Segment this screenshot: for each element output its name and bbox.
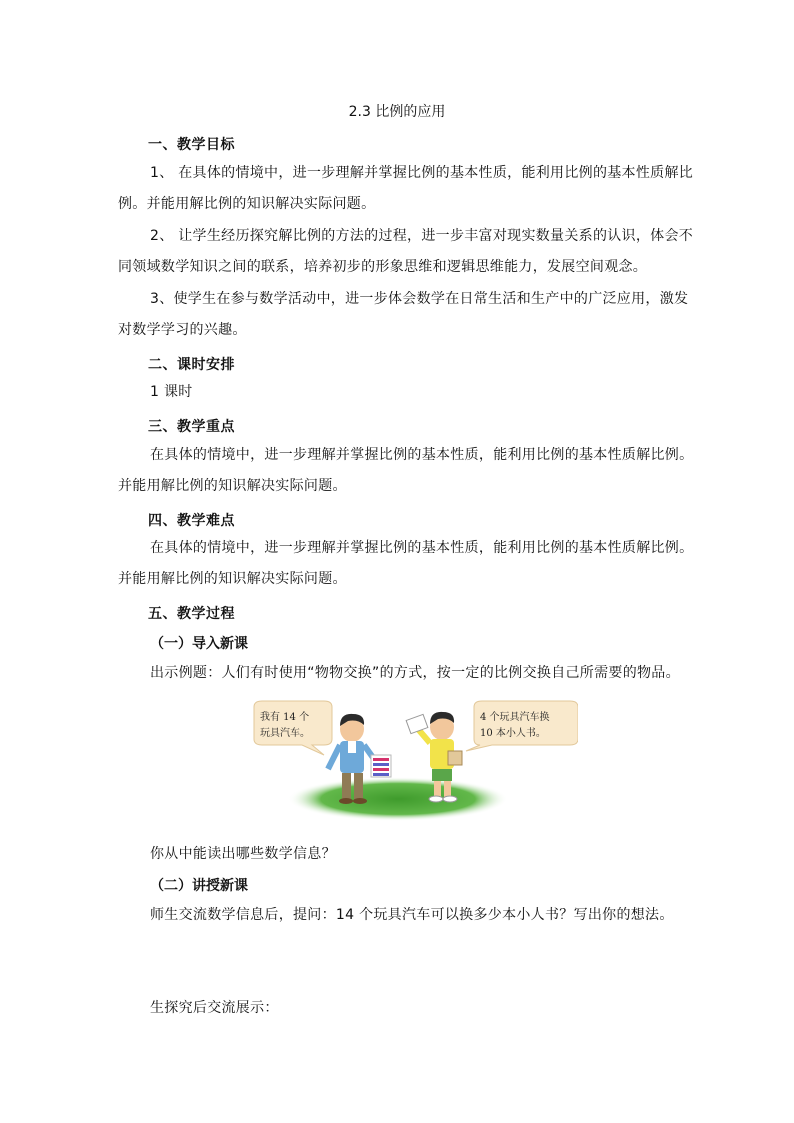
goal-3-line-2: 对数学学习的兴趣。 — [118, 322, 247, 338]
goal-2-line-1: 2、 让学生经历探究解比例的方法的过程，进一步丰富对现实数量关系的认识，体会不 — [150, 228, 694, 244]
page-title: 2.3 比例的应用 — [348, 104, 446, 120]
key-points-line-1: 在具体的情境中，进一步理解并掌握比例的基本性质，能利用比例的基本性质解比例。 — [150, 447, 694, 463]
grass-ground — [288, 777, 508, 821]
heading-class-hours: 二、课时安排 — [148, 357, 235, 373]
bubble-left-line-1: 我有 14 个 — [260, 712, 310, 723]
speech-bubble-left — [254, 701, 332, 755]
goal-1-line-2: 例。并能用解比例的知识解决实际问题。 — [118, 196, 376, 212]
student-presentation-text: 生探究后交流展示： — [150, 1000, 279, 1016]
goal-1-line-1: 1、 在具体的情境中，进一步理解并掌握比例的基本性质，能利用比例的基本性质解比 — [150, 165, 694, 181]
heading-teaching-goals: 一、教学目标 — [148, 137, 235, 153]
question-text: 你从中能读出哪些数学信息？ — [150, 846, 336, 862]
difficulties-line-2: 并能用解比例的知识解决实际问题。 — [118, 571, 347, 587]
heading-difficulties: 四、教学难点 — [148, 513, 235, 529]
difficulties-line-1: 在具体的情境中，进一步理解并掌握比例的基本性质，能利用比例的基本性质解比例。 — [150, 540, 694, 556]
teacher-question-text: 师生交流数学信息后，提问：14 个玩具汽车可以换多少本小人书？写出你的想法。 — [150, 907, 674, 923]
subheading-new-lesson: （二）讲授新课 — [150, 878, 248, 894]
heading-key-points: 三、教学重点 — [148, 419, 235, 435]
key-points-line-2: 并能用解比例的知识解决实际问题。 — [118, 478, 347, 494]
barter-illustration — [248, 699, 578, 821]
bubble-right-line-1: 4 个玩具汽车换 — [480, 712, 550, 723]
goal-2-line-2: 同领域数学知识之间的联系，培养初步的形象思维和逻辑思维能力，发展空间观念。 — [118, 259, 648, 275]
subheading-introduction: （一）导入新课 — [150, 636, 248, 652]
class-hours-text: 1 课时 — [150, 384, 193, 400]
bubble-left-line-2: 玩具汽车。 — [260, 728, 310, 739]
example-intro-text: 出示例题：人们有时使用“物物交换”的方式，按一定的比例交换自己所需要的物品。 — [150, 665, 680, 681]
goal-3-line-1: 3、使学生在参与数学活动中，进一步体会数学在日常生活和生产中的广泛应用，激发 — [150, 291, 689, 307]
heading-teaching-process: 五、教学过程 — [148, 606, 235, 622]
speech-bubble-right — [466, 701, 578, 751]
bubble-right-line-2: 10 本小人书。 — [480, 728, 546, 739]
